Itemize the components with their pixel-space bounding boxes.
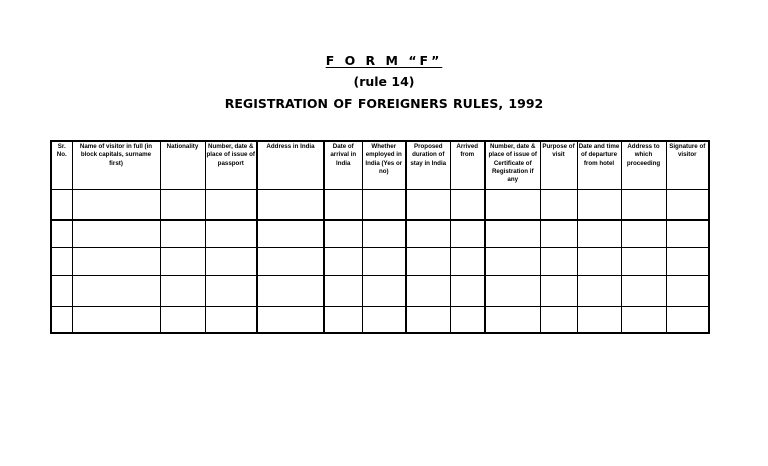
- table-cell[interactable]: [324, 248, 362, 276]
- table-cell[interactable]: [324, 190, 362, 221]
- table-cell[interactable]: [621, 307, 666, 334]
- table-cell[interactable]: [621, 220, 666, 248]
- header-passport: Number, date & place of issue of passport: [205, 141, 257, 190]
- table-cell[interactable]: [540, 276, 577, 307]
- table-cell[interactable]: [257, 307, 324, 334]
- table-cell[interactable]: [577, 307, 621, 334]
- table-cell[interactable]: [485, 307, 540, 334]
- form-title: F O R M “F”: [325, 53, 443, 68]
- table-row: [51, 190, 709, 221]
- table-cell[interactable]: [205, 276, 257, 307]
- table-cell[interactable]: [577, 248, 621, 276]
- table-cell[interactable]: [540, 307, 577, 334]
- table-cell[interactable]: [160, 248, 205, 276]
- table-cell[interactable]: [450, 220, 485, 248]
- table-cell[interactable]: [160, 276, 205, 307]
- table-cell[interactable]: [51, 307, 72, 334]
- table-cell[interactable]: [485, 248, 540, 276]
- table-cell[interactable]: [666, 276, 709, 307]
- table-cell[interactable]: [362, 220, 406, 248]
- header-sr-no: Sr. No.: [51, 141, 72, 190]
- table-cell[interactable]: [257, 276, 324, 307]
- header-departure: Date and time of departure from hotel: [577, 141, 621, 190]
- table-cell[interactable]: [666, 307, 709, 334]
- table-cell[interactable]: [406, 276, 450, 307]
- table-cell[interactable]: [577, 190, 621, 221]
- table-cell[interactable]: [406, 190, 450, 221]
- table-cell[interactable]: [362, 276, 406, 307]
- table-cell[interactable]: [540, 220, 577, 248]
- table-cell[interactable]: [406, 220, 450, 248]
- table-cell[interactable]: [51, 276, 72, 307]
- header-visitor-name: Name of visitor in full (in block capitals, surname first): [72, 141, 160, 190]
- table-cell[interactable]: [160, 190, 205, 221]
- table-cell[interactable]: [205, 248, 257, 276]
- table-cell[interactable]: [257, 220, 324, 248]
- header-proceeding-address: Address to which proceeding: [621, 141, 666, 190]
- table-row: [51, 220, 709, 248]
- table-cell[interactable]: [485, 220, 540, 248]
- header-nationality: Nationality: [160, 141, 205, 190]
- table-cell[interactable]: [666, 248, 709, 276]
- table-row: [51, 248, 709, 276]
- table-cell[interactable]: [205, 190, 257, 221]
- table-cell[interactable]: [577, 220, 621, 248]
- table-cell[interactable]: [450, 190, 485, 221]
- table-cell[interactable]: [540, 248, 577, 276]
- table-cell[interactable]: [621, 248, 666, 276]
- table-cell[interactable]: [257, 248, 324, 276]
- table-cell[interactable]: [485, 190, 540, 221]
- table-cell[interactable]: [72, 248, 160, 276]
- form-rule: (rule 14): [353, 74, 415, 89]
- table-cell[interactable]: [450, 248, 485, 276]
- table-cell[interactable]: [72, 220, 160, 248]
- table-header-row: [51, 141, 709, 190]
- table-cell[interactable]: [540, 190, 577, 221]
- table-cell[interactable]: [450, 276, 485, 307]
- table-cell[interactable]: [450, 307, 485, 334]
- table-cell[interactable]: [205, 220, 257, 248]
- header-employed: Whether employed in India (Yes or no): [362, 141, 406, 190]
- header-arrival-date: Date of arrival in India: [324, 141, 362, 190]
- header-arrived-from: Arrived from: [450, 141, 485, 190]
- header-duration: Proposed duration of stay in India: [406, 141, 450, 190]
- table-row: [51, 307, 709, 334]
- table-cell[interactable]: [406, 248, 450, 276]
- table-cell[interactable]: [324, 307, 362, 334]
- table-cell[interactable]: [72, 307, 160, 334]
- table-cell[interactable]: [72, 190, 160, 221]
- table-cell[interactable]: [51, 248, 72, 276]
- table-cell[interactable]: [666, 190, 709, 221]
- header-signature: Signature of visitor: [666, 141, 709, 190]
- table-cell[interactable]: [621, 190, 666, 221]
- table-cell[interactable]: [160, 307, 205, 334]
- table-cell[interactable]: [72, 276, 160, 307]
- table-cell[interactable]: [51, 190, 72, 221]
- registration-table: [50, 140, 710, 334]
- table-cell[interactable]: [362, 190, 406, 221]
- table-cell[interactable]: [205, 307, 257, 334]
- table-cell[interactable]: [621, 276, 666, 307]
- header-address-india: Address in India: [257, 141, 324, 190]
- table-cell[interactable]: [257, 190, 324, 221]
- table-cell[interactable]: [362, 248, 406, 276]
- table-cell[interactable]: [362, 307, 406, 334]
- table-cell[interactable]: [51, 220, 72, 248]
- table-cell[interactable]: [324, 220, 362, 248]
- table-cell[interactable]: [406, 307, 450, 334]
- form-heading: REGISTRATION OF FOREIGNERS RULES, 1992: [224, 96, 544, 111]
- table-row: [51, 276, 709, 307]
- table-cell[interactable]: [324, 276, 362, 307]
- header-purpose: Purpose of visit: [540, 141, 577, 190]
- table-cell[interactable]: [485, 276, 540, 307]
- header-registration-cert: Number, date & place of issue of Certificate of Registration if any: [485, 141, 540, 190]
- table-cell[interactable]: [577, 276, 621, 307]
- table-cell[interactable]: [160, 220, 205, 248]
- table-cell[interactable]: [666, 220, 709, 248]
